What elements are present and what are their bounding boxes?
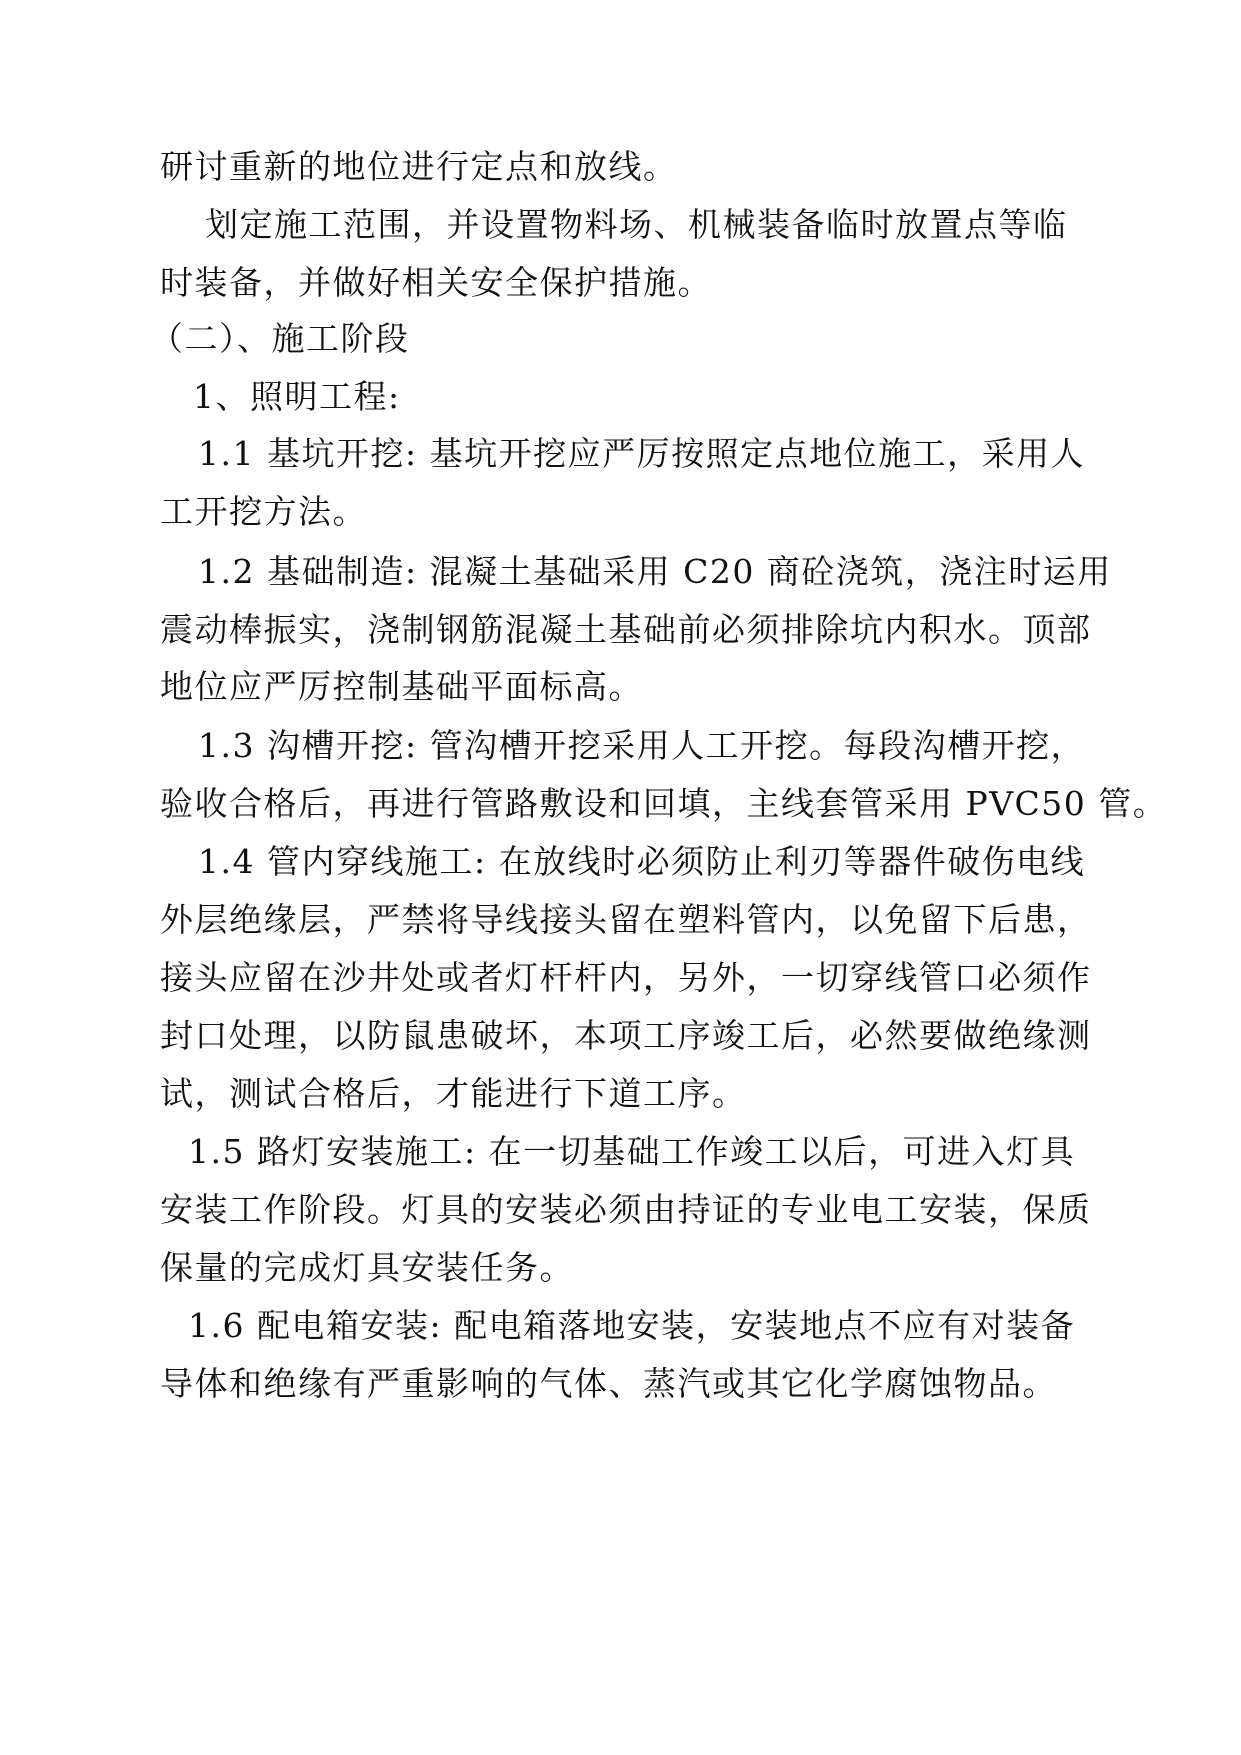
body-line: 1.3 沟槽开挖: 管沟槽开挖采用人工开挖。每段沟槽开挖， bbox=[198, 726, 1086, 765]
body-line: 地位应严厉控制基础平面标高。 bbox=[160, 667, 643, 706]
body-line: 时装备，并做好相关安全保护措施。 bbox=[160, 263, 712, 302]
body-line: 1.4 管内穿线施工: 在放线时必须防止利刃等器件破伤电线 bbox=[198, 842, 1086, 881]
body-line: 研讨重新的地位进行定点和放线。 bbox=[160, 147, 678, 186]
subsection-heading: 1、照明工程: bbox=[193, 377, 401, 416]
body-line: 试，测试合格后，才能进行下道工序。 bbox=[160, 1074, 747, 1113]
section-heading: （二）、施工阶段 bbox=[150, 319, 410, 358]
body-line: 安装工作阶段。灯具的安装必须由持证的专业电工安装，保质 bbox=[160, 1190, 1092, 1229]
body-line: 外层绝缘层，严禁将导线接头留在塑料管内，以免留下后患， bbox=[160, 900, 1092, 939]
body-line: 保量的完成灯具安装任务。 bbox=[160, 1248, 574, 1287]
body-line: 1.6 配电箱安装: 配电箱落地安装，安装地点不应有对装备 bbox=[188, 1306, 1076, 1345]
body-line: 1.5 路灯安装施工: 在一切基础工作竣工以后，可进入灯具 bbox=[188, 1132, 1076, 1171]
body-line: 导体和绝缘有严重影响的气体、蒸汽或其它化学腐蚀物品。 bbox=[160, 1364, 1057, 1403]
body-line: 震动棒振实，浇制钢筋混凝土基础前必须排除坑内积水。顶部 bbox=[160, 610, 1092, 649]
body-line: 验收合格后，再进行管路敷设和回填，主线套管采用 PVC50 管。 bbox=[160, 784, 1168, 823]
body-line: 接头应留在沙井处或者灯杆杆内，另外，一切穿线管口必须作 bbox=[160, 958, 1092, 997]
body-line: 工开挖方法。 bbox=[160, 492, 367, 531]
body-line: 1.1 基坑开挖: 基坑开挖应严厉按照定点地位施工，采用人 bbox=[198, 434, 1086, 473]
body-line: 划定施工范围，并设置物料场、机械装备临时放置点等临 bbox=[205, 205, 1068, 244]
body-line: 封口处理，以防鼠患破坏，本项工序竣工后，必然要做绝缘测 bbox=[160, 1016, 1092, 1055]
body-line: 1.2 基础制造: 混凝土基础采用 C20 商砼浇筑，浇注时运用 bbox=[198, 552, 1112, 591]
